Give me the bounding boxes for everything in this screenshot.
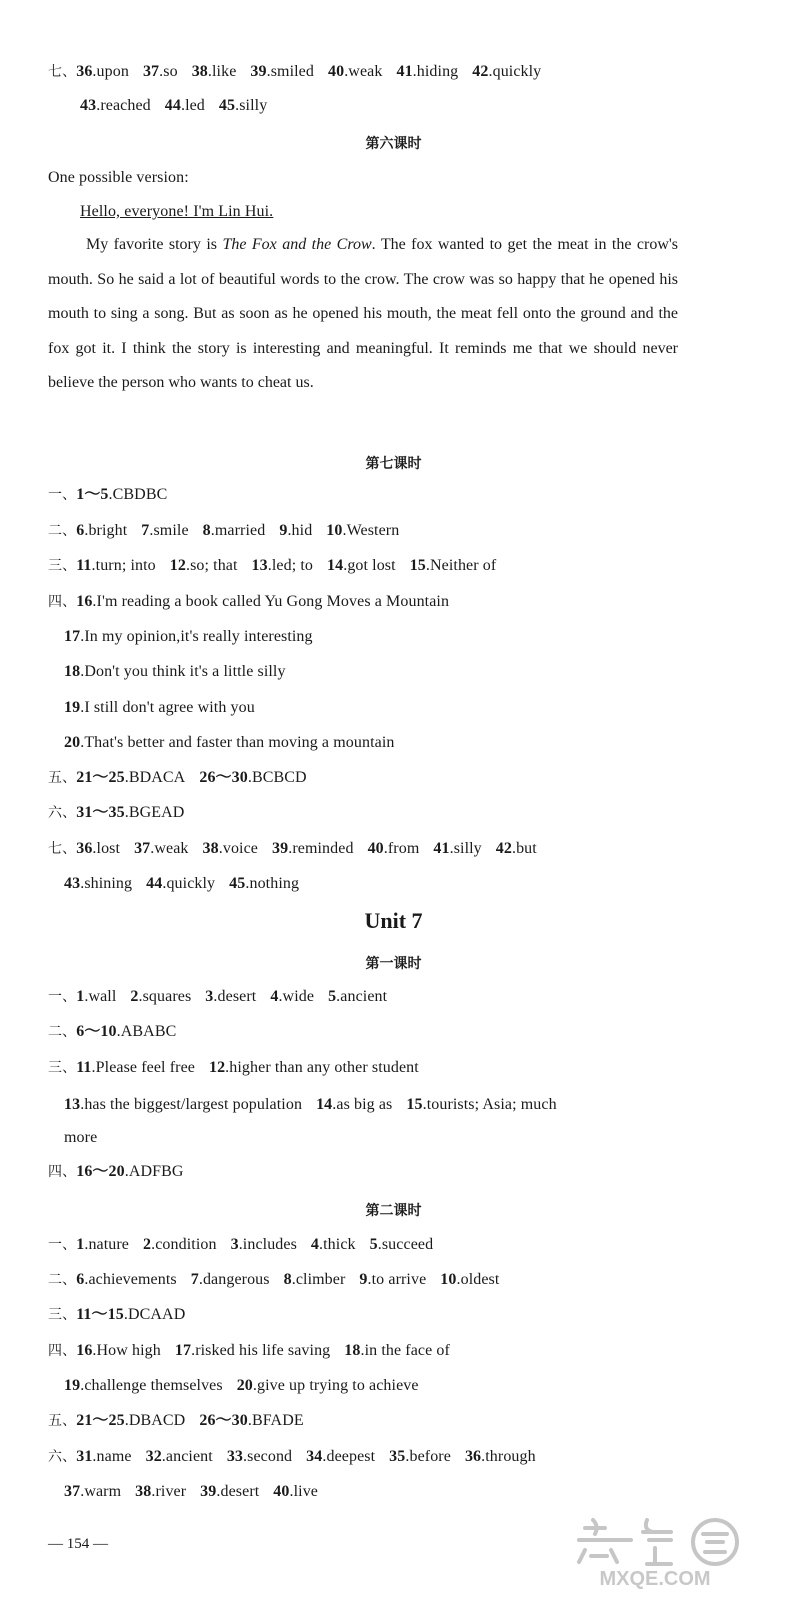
answer-number: 11 [76, 1059, 92, 1076]
section-marker: 二 [48, 523, 63, 539]
answer-number: 18 [344, 1342, 361, 1359]
answer-text: Neither of [430, 557, 497, 574]
answer-line: 一、1.nature 2.condition 3.includes 4.thick 5.succeed [48, 1236, 434, 1253]
answer-text: higher than any other student [229, 1059, 419, 1076]
answer-number: 6 [76, 522, 85, 539]
essay-text: . The fox wanted to get the meat in the crow's mouth. So he said a lot of beautiful words to the crow. The crow was so happy that he opened his mouth to sing a song. But as soon as he opened his mouth, the meat fell onto the ground and the fox got it. I think the story is interesting and meaningful. It reminds me that we should never believe the person who wants to cheat us. [48, 236, 678, 391]
answer-number: 35 [389, 1448, 406, 1465]
answer-line: 三、11.turn; into 12.so; that 13.led; to 14.got lost 15.Neither of [48, 557, 497, 574]
answer-number: 9 [359, 1271, 368, 1288]
answer-text: squares [142, 988, 192, 1005]
answer-line: 一、1～5.CBDBC [48, 486, 168, 503]
answer-number: 26～30 [199, 1412, 248, 1429]
answer-number: 19 [64, 699, 81, 716]
answer-number: 6～10 [76, 1023, 117, 1040]
answer-number: 8 [283, 1271, 292, 1288]
answer-text: ancient [165, 1448, 213, 1465]
answer-number: 15 [406, 1096, 423, 1113]
answer-text: lost [96, 840, 121, 857]
answer-text: second [247, 1448, 293, 1465]
answer-number: 38 [135, 1483, 152, 1500]
answer-text: as big as [336, 1096, 393, 1113]
answer-text: nothing [249, 875, 300, 892]
answer-text: climber [295, 1271, 346, 1288]
answer-number: 5 [369, 1236, 378, 1253]
answer-line: 19.challenge themselves 20.give up trying to achieve [64, 1377, 419, 1394]
answer-text: shining [84, 875, 133, 892]
answer-number: 34 [306, 1448, 323, 1465]
answer-text: weak [154, 840, 189, 857]
answer-text: desert [217, 988, 257, 1005]
answer-number: 42 [472, 63, 489, 80]
section-marker: 二 [48, 1272, 63, 1288]
answer-number: 39 [250, 63, 267, 80]
answer-number: 26～30 [199, 769, 248, 786]
answer-number: 43 [80, 97, 97, 114]
answer-number: 13 [64, 1096, 81, 1113]
answer-number: 40 [327, 63, 345, 80]
answer-number: 16 [76, 593, 93, 610]
answer-text: ADFBG [128, 1163, 184, 1180]
answer-text: oldest [460, 1271, 500, 1288]
answer-text: before [409, 1448, 451, 1465]
answer-number: 32 [145, 1448, 162, 1465]
section-marker: 七 [48, 841, 63, 857]
answer-text: but [516, 840, 537, 857]
answer-number: 11 [76, 557, 92, 574]
answer-number: 7 [141, 522, 150, 539]
section-marker: 七 [48, 64, 63, 80]
answer-number: 4 [310, 1236, 320, 1253]
answer-text: thick [323, 1236, 356, 1253]
answer-number: 3 [230, 1236, 239, 1253]
answer-number: 16～20 [76, 1163, 125, 1180]
answer-text: desert [220, 1483, 260, 1500]
answer-text: Please feel free [95, 1059, 195, 1076]
lesson-heading: 第二课时 [365, 1203, 422, 1219]
answer-text: nature [88, 1236, 130, 1253]
section-marker: 三 [48, 1060, 63, 1076]
answer-number: 45 [218, 97, 236, 114]
section-marker: 六 [48, 805, 63, 821]
answer-text: BGEAD [128, 804, 185, 821]
answer-line: 七、36.lost 37.weak 38.voice 39.reminded 40.from 41.silly 42.but [48, 840, 537, 857]
answer-text: smiled [270, 63, 314, 80]
answer-number: 3 [205, 988, 214, 1005]
answer-text: That's better and faster than moving a mountain [84, 734, 395, 751]
answer-text: succeed [381, 1236, 434, 1253]
answer-number: 6 [76, 1271, 85, 1288]
answer-line: 三、11～15.DCAAD [48, 1306, 186, 1323]
answer-number: 17 [174, 1342, 192, 1359]
answer-line: 五、21～25.BDACA 26～30.BCBCD [48, 769, 307, 786]
answer-number: 9 [279, 522, 288, 539]
answer-number: 40 [273, 1483, 290, 1500]
answer-text: I still don't agree with you [84, 699, 255, 716]
answer-text: smile [153, 522, 189, 539]
answer-text: name [96, 1448, 132, 1465]
answer-line: 二、6～10.ABABC [48, 1023, 177, 1040]
answer-text: through [485, 1448, 536, 1465]
answer-line: 17.In my opinion,it's really interesting [64, 628, 313, 645]
answer-number: 39 [200, 1483, 217, 1500]
answer-number: 15 [409, 557, 426, 574]
answer-line: 18.Don't you think it's a little silly [64, 663, 286, 680]
answer-text: wide [282, 988, 315, 1005]
answer-number: 36 [464, 1448, 482, 1465]
answer-number: 10 [440, 1271, 457, 1288]
answer-text: got lost [347, 557, 396, 574]
answer-text: reminded [292, 840, 354, 857]
answer-text: DBACD [128, 1412, 186, 1429]
watermark-icon [555, 1510, 765, 1590]
section-marker: 四 [48, 594, 63, 610]
watermark-text: MXQE.COM [599, 1568, 711, 1590]
answer-text: so; that [190, 557, 238, 574]
answer-number: 12 [208, 1059, 226, 1076]
answer-text: led [185, 97, 205, 114]
answer-number: 41 [433, 840, 450, 857]
answer-number: 20 [64, 734, 81, 751]
answer-text: silly [453, 840, 482, 857]
answer-number: 38 [202, 840, 219, 857]
answer-text: married [214, 522, 266, 539]
answer-number: 1 [76, 1236, 85, 1253]
answer-number: 1 [76, 988, 85, 1005]
answer-number: 37 [142, 63, 160, 80]
answer-number: 4 [270, 988, 279, 1005]
answer-line: 19.I still don't agree with you [64, 699, 255, 716]
answer-number: 37 [134, 840, 151, 857]
answer-text: has the biggest/largest population [84, 1096, 303, 1113]
answer-text: quickly [492, 63, 542, 80]
answer-number: 12 [169, 557, 186, 574]
lesson-heading: 第一课时 [365, 956, 422, 972]
answer-text: Don't you think it's a little silly [84, 663, 286, 680]
essay-text: My favorite story is [86, 236, 223, 253]
answer-line: 三、11.Please feel free 12.higher than any other student [48, 1059, 419, 1076]
answer-number: 21～25 [76, 769, 125, 786]
answer-number: 21～25 [76, 1412, 125, 1429]
section-marker: 一 [48, 487, 63, 503]
answer-line: 43.shining 44.quickly 45.nothing [64, 875, 300, 892]
answer-number: 1～5 [76, 486, 109, 503]
section-marker: 四 [48, 1343, 63, 1359]
answer-text: so [163, 63, 178, 80]
answer-line-b1-l2: 43.reached 44.led 45.silly [80, 97, 268, 114]
answer-text: silly [239, 97, 268, 114]
answer-number: 19 [64, 1377, 81, 1394]
answer-line: 二、6.achievements 7.dangerous 8.climber 9.to arrive 10.oldest [48, 1271, 500, 1288]
answer-text: live [293, 1483, 319, 1500]
answer-text: DCAAD [127, 1306, 186, 1323]
answer-text: warm [84, 1483, 122, 1500]
answer-number: 7 [190, 1271, 199, 1288]
answer-text: in the face of [364, 1342, 450, 1359]
lesson-heading: 第六课时 [365, 136, 422, 152]
greeting-text: Hello, everyone! I'm Lin Hui. [80, 203, 274, 220]
section-marker: 二 [48, 1024, 63, 1040]
answer-number: 43 [64, 875, 81, 892]
answer-text: BCBCD [251, 769, 307, 786]
section-marker: 三 [48, 1307, 63, 1323]
answer-text: like [212, 63, 237, 80]
answer-text: CBDBC [112, 486, 168, 503]
answer-text: tourists; Asia; much [426, 1096, 557, 1113]
answer-text: hiding [416, 63, 459, 80]
answer-number: 18 [64, 663, 81, 680]
answer-text: includes [242, 1236, 297, 1253]
answer-number: 40 [367, 840, 384, 857]
essay-paragraph [48, 228, 678, 401]
answer-line: 37.warm 38.river 39.desert 40.live [64, 1483, 319, 1500]
answer-text: deepest [326, 1448, 376, 1465]
answer-number: 42 [495, 840, 512, 857]
answer-text: achievements [88, 1271, 177, 1288]
answer-number: 10 [326, 522, 343, 539]
lesson-heading: 第七课时 [365, 456, 422, 472]
answer-text: Western [346, 522, 400, 539]
answer-number: 37 [64, 1483, 81, 1500]
answer-number: 14 [316, 1096, 333, 1113]
answer-text: ABABC [120, 1023, 177, 1040]
answer-line: 二、6.bright 7.smile 8.married 9.hid 10.Western [48, 522, 400, 539]
answer-text: turn; into [95, 557, 156, 574]
story-title: The Fox and the Crow [222, 236, 372, 253]
answer-line: 一、1.wall 2.squares 3.desert 4.wide 5.ancient [48, 988, 388, 1005]
answer-line: 四、16.How high 17.risked his life saving 18.in the face of [48, 1342, 450, 1359]
answer-line-b1-l1: 七、36.upon 37.so 38.like 39.smiled 40.weak 41.hiding 42.quickly [48, 63, 542, 80]
answer-number: 16 [76, 1342, 93, 1359]
answer-text: river [155, 1483, 187, 1500]
answer-number: 36 [76, 63, 93, 80]
answer-line: 13.has the biggest/largest population 14.as big as 15.tourists; Asia; much [64, 1096, 557, 1113]
answer-text: BDACA [128, 769, 186, 786]
answer-text: bright [88, 522, 128, 539]
answer-text: wall [88, 988, 117, 1005]
answer-text: challenge themselves [84, 1377, 223, 1394]
answer-number: 11～15 [76, 1306, 124, 1323]
answer-text: risked his life saving [195, 1342, 331, 1359]
answer-text: dangerous [202, 1271, 270, 1288]
answer-text: upon [96, 63, 129, 80]
answer-text: give up trying to achieve [257, 1377, 419, 1394]
section-marker: 一 [48, 1237, 63, 1253]
answer-number: 38 [191, 63, 208, 80]
answer-line-continuation: more [64, 1129, 98, 1146]
answer-text: voice [222, 840, 259, 857]
section-marker: 三 [48, 558, 63, 574]
answer-line: 20.That's better and faster than moving a mountain [64, 734, 395, 751]
answer-line: 五、21～25.DBACD 26～30.BFADE [48, 1412, 304, 1429]
answer-number: 44 [146, 875, 163, 892]
answer-text: BFADE [251, 1412, 304, 1429]
section-marker: 五 [48, 1413, 63, 1429]
essay-greeting [80, 202, 273, 222]
section-marker: 一 [48, 989, 63, 1005]
answer-text: In my opinion,it's really interesting [84, 628, 313, 645]
answer-text: quickly [166, 875, 216, 892]
answer-number: 31～35 [76, 804, 125, 821]
answer-number: 45 [229, 875, 246, 892]
section-marker: 六 [48, 1449, 63, 1465]
answer-number: 8 [202, 522, 211, 539]
answer-text: weak [348, 63, 383, 80]
answer-text: from [387, 840, 420, 857]
section-marker: 四 [48, 1164, 63, 1180]
answer-text: condition [155, 1236, 217, 1253]
answer-text: to arrive [371, 1271, 427, 1288]
answer-number: 44 [164, 97, 181, 114]
answer-number: 36 [76, 840, 93, 857]
answer-line: 六、31～35.BGEAD [48, 804, 185, 821]
answer-number: 31 [76, 1448, 93, 1465]
answer-number: 17 [64, 628, 81, 645]
page-number: — 154 — [48, 1536, 108, 1552]
answer-text: I'm reading a book called Yu Gong Moves a Mountain [96, 593, 450, 610]
essay-intro: One possible version: [48, 169, 189, 186]
answer-text: led; to [271, 557, 313, 574]
section-marker: 五 [48, 770, 63, 786]
answer-number: 33 [226, 1448, 244, 1465]
answer-text: hid [291, 522, 313, 539]
answer-number: 41 [396, 63, 413, 80]
answer-number: 5 [328, 988, 337, 1005]
answer-number: 20 [236, 1377, 253, 1394]
answer-number: 2 [143, 1236, 152, 1253]
answer-number: 13 [251, 557, 268, 574]
watermark-logo [555, 1510, 765, 1590]
answer-text: How high [96, 1342, 161, 1359]
answer-text: reached [100, 97, 151, 114]
answer-number: 39 [272, 840, 289, 857]
answer-line: 四、16～20.ADFBG [48, 1163, 184, 1180]
answer-line: 六、31.name 32.ancient 33.second 34.deepest 35.before 36.through [48, 1448, 536, 1465]
answer-number: 14 [327, 557, 344, 574]
answer-line: 四、16.I'm reading a book called Yu Gong Moves a Mountain [48, 593, 450, 610]
answer-text: ancient [340, 988, 388, 1005]
answer-number: 2 [130, 988, 139, 1005]
unit-title: Unit 7 [364, 908, 423, 933]
